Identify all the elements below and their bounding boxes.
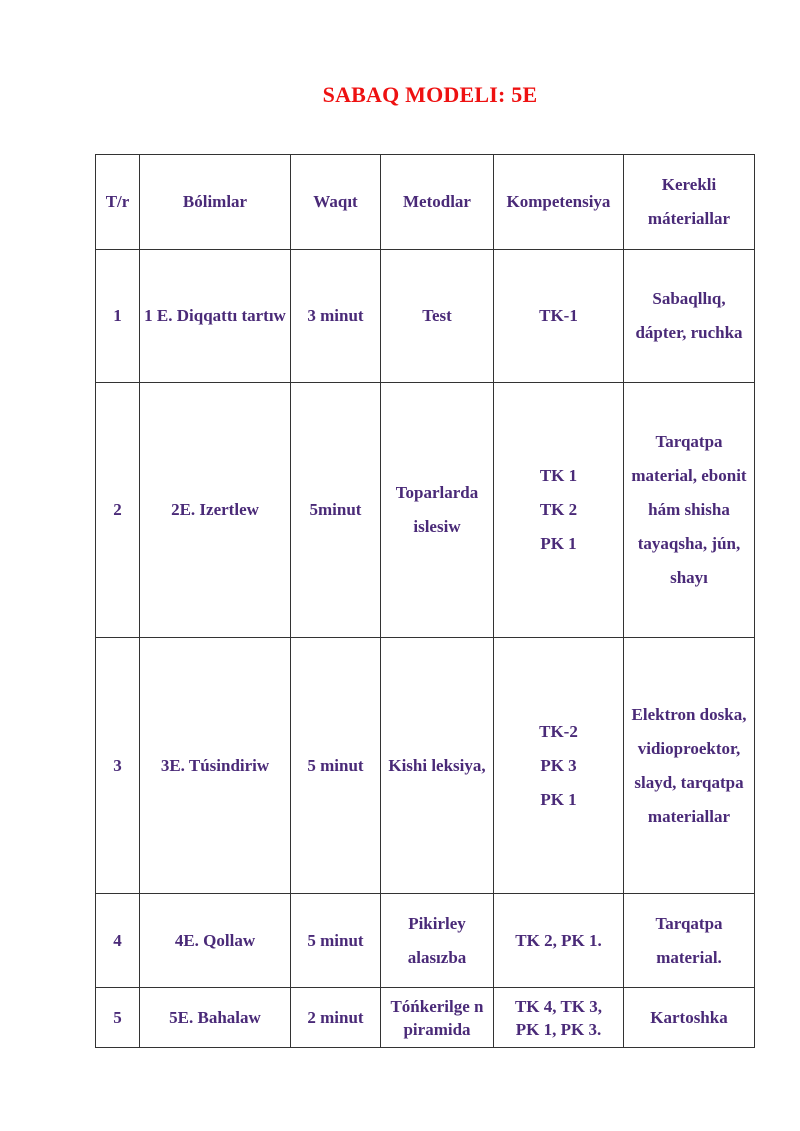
row-materials: Elektron doska, vidioproektor, slayd, tarqatpa materiallar <box>624 638 755 894</box>
row-method: Pikirley alasızba <box>381 894 494 988</box>
competency-line: PK 3 <box>540 755 577 775</box>
row-competency <box>494 383 624 638</box>
row-section: 2E. Izertlew <box>140 383 291 638</box>
competency-line: TK 1 <box>539 466 578 485</box>
row-method: Toparlarda islesiw <box>381 383 494 638</box>
row-competency <box>494 988 624 1048</box>
table-row <box>96 894 755 988</box>
header-methods: Metodlar <box>381 155 494 250</box>
competency-line: TK 2, PK 1. <box>515 930 602 950</box>
row-section: 1 E. Diqqattı tartıw <box>140 250 291 383</box>
row-time: 2 minut <box>291 988 381 1048</box>
table-row <box>96 383 755 638</box>
page-title: SABAQ MODELI: 5E <box>322 82 538 107</box>
competency-line: TK 2 <box>539 500 578 519</box>
competency-line: TK 4, TK 3, <box>514 996 603 1016</box>
row-materials: Tarqatpa material, ebonit hám shisha tayaqsha, jún, shayı <box>624 383 755 638</box>
row-competency <box>494 250 624 383</box>
competency-line: PK 1, PK 3. <box>515 1019 602 1039</box>
row-number: 2 <box>96 383 140 638</box>
row-section: 4E. Qollaw <box>140 894 291 988</box>
row-time: 3 minut <box>291 250 381 383</box>
row-competency <box>494 894 624 988</box>
table-header-row <box>96 155 755 250</box>
header-number: T/r <box>96 155 140 250</box>
table-row <box>96 638 755 894</box>
row-materials: Kartoshka <box>624 988 755 1048</box>
header-materials: Kerekli máteriallar <box>624 155 755 250</box>
competency-line: TK-2 <box>539 721 578 741</box>
table-row <box>96 250 755 383</box>
competency-line: PK 1 <box>540 789 577 809</box>
row-method: Test <box>381 250 494 383</box>
competency-line: TK-1 <box>539 306 578 325</box>
row-section: 3E. Túsindiriw <box>140 638 291 894</box>
row-time: 5 minut <box>291 894 381 988</box>
row-materials: Tarqatpa material. <box>624 894 755 988</box>
row-method: Tóńkerilge n piramida <box>381 988 494 1048</box>
row-time: 5minut <box>291 383 381 638</box>
header-time: Waqıt <box>291 155 381 250</box>
header-competency: Kompetensiya <box>494 155 624 250</box>
row-competency <box>494 638 624 894</box>
row-number: 1 <box>96 250 140 383</box>
row-materials: Sabaqllıq, dápter, ruchka <box>624 250 755 383</box>
header-sections: Bólimlar <box>140 155 291 250</box>
row-method: Kishi leksiya, <box>381 638 494 894</box>
row-section: 5E. Bahalaw <box>140 988 291 1048</box>
row-time: 5 minut <box>291 638 381 894</box>
row-number: 4 <box>96 894 140 988</box>
row-number: 5 <box>96 988 140 1048</box>
row-number: 3 <box>96 638 140 894</box>
table-row <box>96 988 755 1048</box>
lesson-plan-table <box>95 154 755 1048</box>
competency-line: PK 1 <box>540 534 577 553</box>
